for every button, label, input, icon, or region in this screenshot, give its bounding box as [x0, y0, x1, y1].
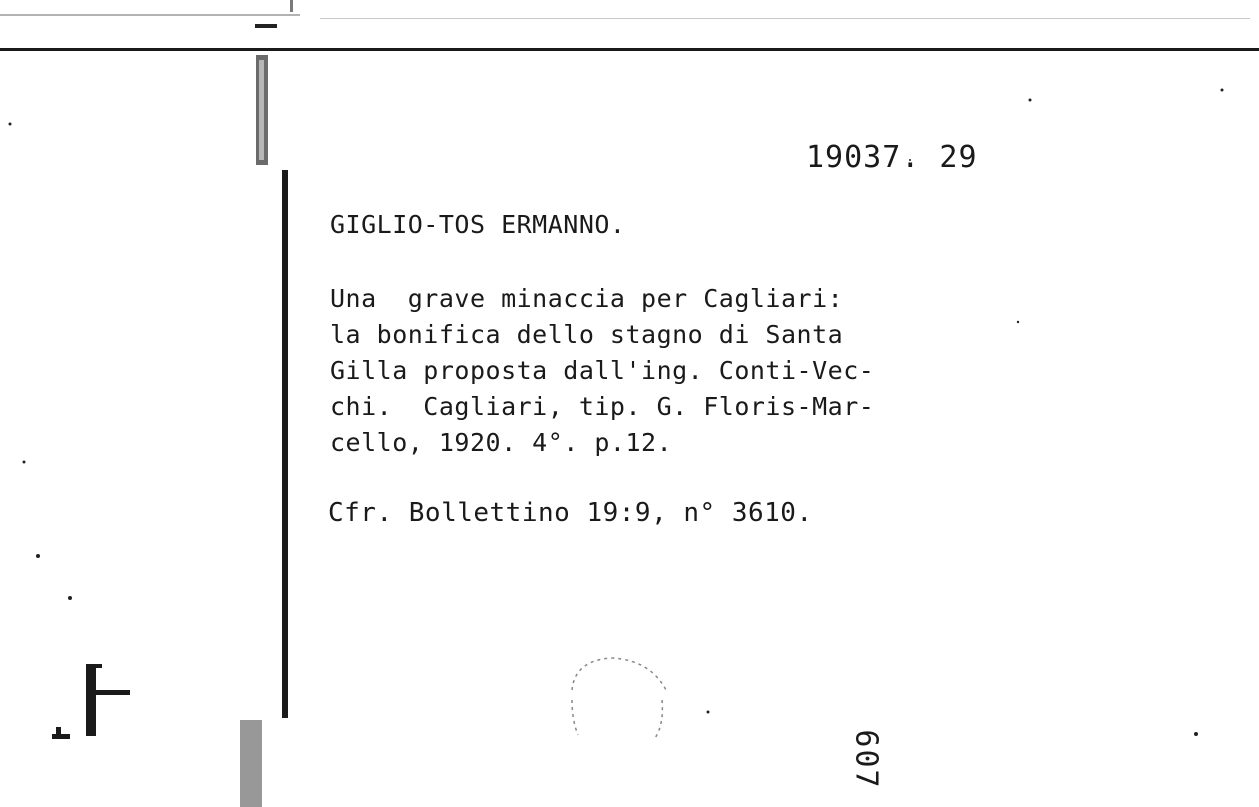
punch-hole-mark	[572, 658, 666, 738]
title-line: Una grave minaccia per Cagliari:	[330, 284, 844, 313]
corner-mark	[52, 664, 130, 739]
margin-line-lower	[240, 720, 262, 807]
top-rule	[0, 48, 1259, 51]
call-number: 19037. 29	[806, 140, 978, 175]
title-line: Gilla proposta dall'ing. Conti-Vec-	[330, 356, 875, 385]
author-heading: GIGLIO-TOS ERMANNO.	[330, 210, 626, 239]
margin-line	[282, 170, 288, 718]
title-line: cello, 1920. 4°. p.12.	[330, 428, 673, 457]
bibliographic-reference: Cfr. Bollettino 19:9, n° 3610.	[328, 498, 813, 528]
title-line: la bonifica dello stagno di Santa	[330, 320, 844, 349]
top-edge-noise	[0, 0, 1250, 28]
stamp-number: 607	[848, 729, 884, 790]
title-line: chi. Cagliari, tip. G. Floris-Mar-	[330, 392, 875, 421]
